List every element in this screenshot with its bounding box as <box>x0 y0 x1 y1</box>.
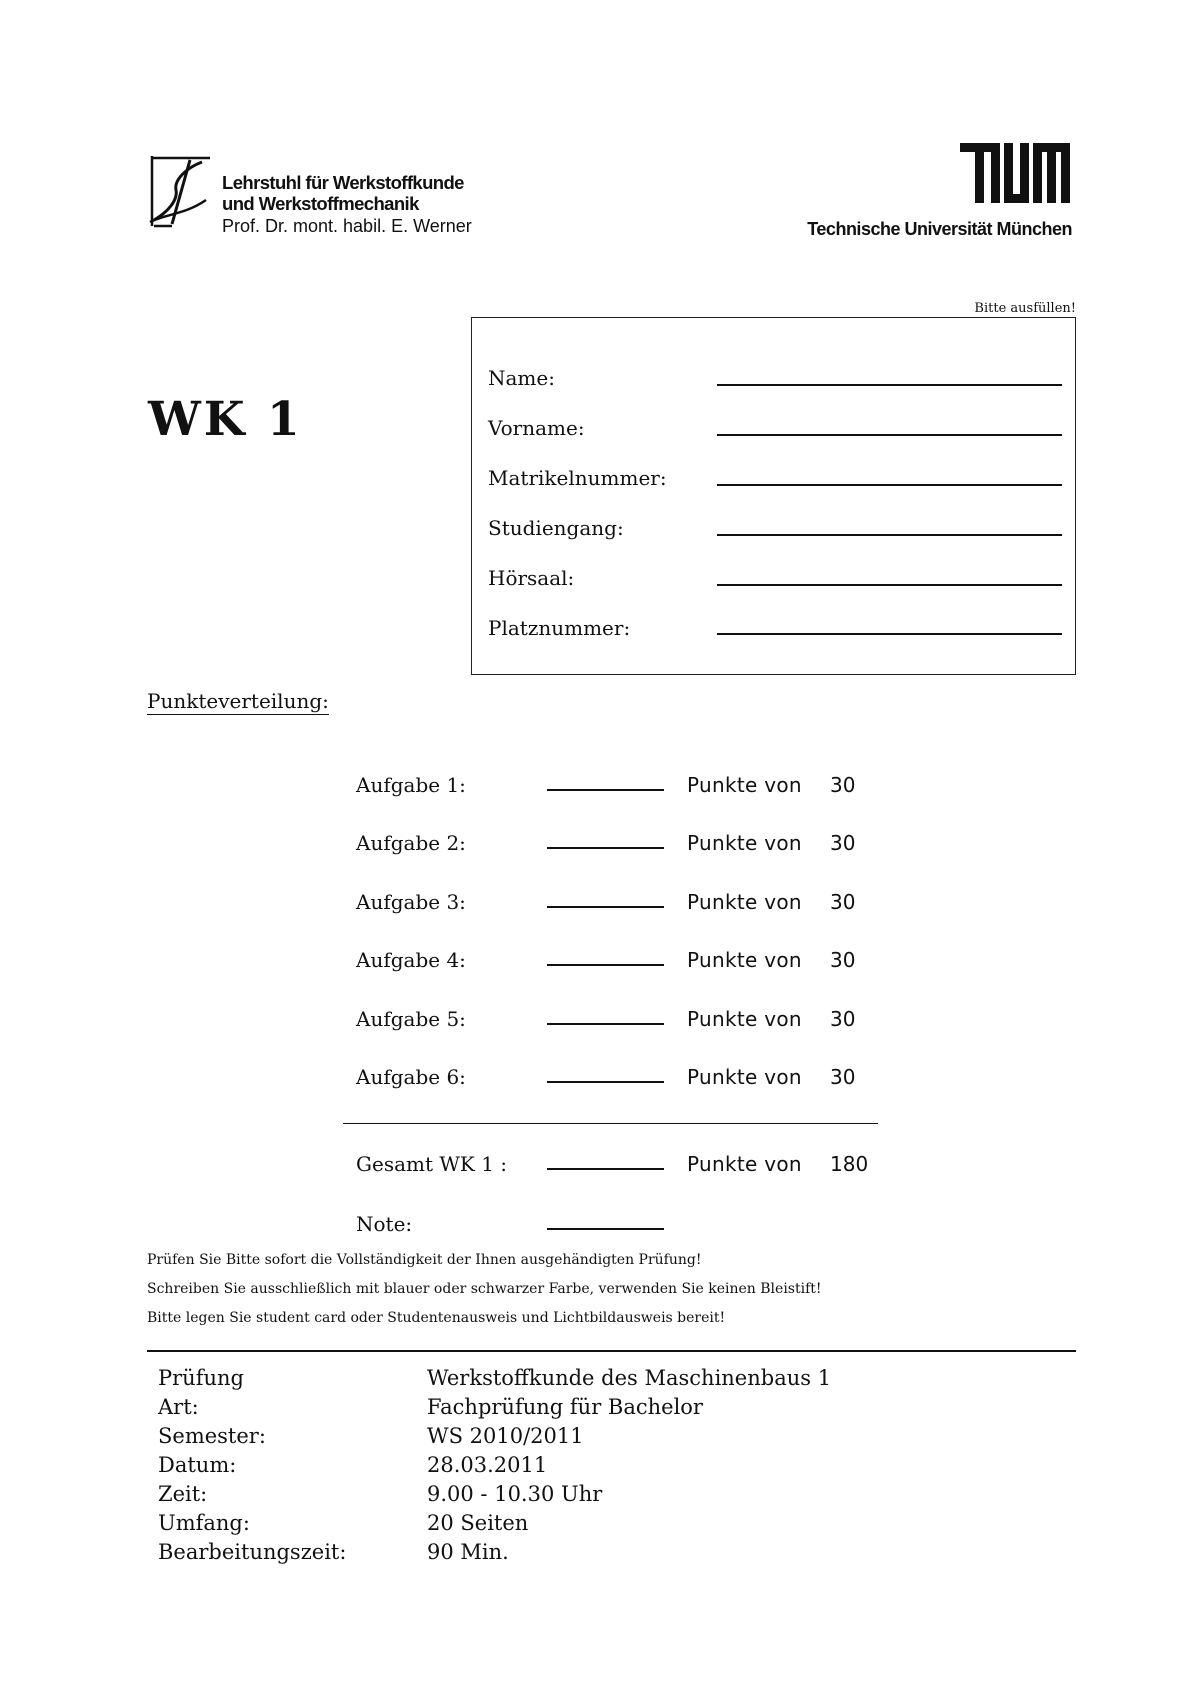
form-label-hoersaal: Hörsaal: <box>488 566 575 590</box>
task-label: Aufgabe 2: <box>356 831 466 855</box>
form-label-studiengang: Studiengang: <box>488 516 624 540</box>
max-points: 30 <box>830 1007 856 1031</box>
fill-in-note: Bitte ausfüllen! <box>974 301 1076 316</box>
task-label: Aufgabe 5: <box>356 1007 466 1031</box>
university-name: Technische Universität München <box>807 219 1072 239</box>
max-points: 30 <box>830 890 856 914</box>
instruction-line: Schreiben Sie ausschließlich mit blauer oder schwarzer Farbe, verwenden Sie keinen Bleistift! <box>147 1281 822 1297</box>
points-of-label: Punkte von <box>687 831 802 855</box>
studiengang-field[interactable] <box>717 534 1062 536</box>
grade-label: Note: <box>356 1212 413 1236</box>
info-key: Datum: <box>158 1453 237 1477</box>
points-of-label: Punkte von <box>687 773 802 797</box>
task-label: Aufgabe 1: <box>356 773 466 797</box>
max-points: 30 <box>830 948 856 972</box>
points-section-title: Punkteverteilung: <box>147 689 329 713</box>
form-label-vorname: Vorname: <box>488 416 585 440</box>
info-value: Fachprüfung für Bachelor <box>427 1395 703 1419</box>
instruction-line: Prüfen Sie Bitte sofort die Vollständigkeit der Ihnen ausgehändigten Prüfung! <box>147 1252 702 1268</box>
info-value: 20 Seiten <box>427 1511 529 1535</box>
chair-professor: Prof. Dr. mont. habil. E. Werner <box>222 216 472 236</box>
task-points-field[interactable] <box>547 906 664 908</box>
points-of-label: Punkte von <box>687 1065 802 1089</box>
platznummer-field[interactable] <box>717 633 1062 635</box>
task-points-field[interactable] <box>547 789 664 791</box>
max-points: 30 <box>830 831 856 855</box>
task-label: Aufgabe 3: <box>356 890 466 914</box>
hoersaal-field[interactable] <box>717 584 1062 586</box>
points-of-label: Punkte von <box>687 1152 802 1176</box>
tum-logo-icon <box>960 143 1070 203</box>
task-points-field[interactable] <box>547 1081 664 1083</box>
grade-field[interactable] <box>547 1228 664 1230</box>
total-label: Gesamt WK 1 : <box>356 1152 508 1176</box>
chair-name-line1: Lehrstuhl für Werkstoffkunde <box>222 172 464 193</box>
task-label: Aufgabe 6: <box>356 1065 466 1089</box>
form-label-platznummer: Platznummer: <box>488 616 631 640</box>
points-of-label: Punkte von <box>687 890 802 914</box>
info-value: 9.00 - 10.30 Uhr <box>427 1482 603 1506</box>
max-points: 30 <box>830 773 856 797</box>
info-key: Art: <box>158 1395 199 1419</box>
name-field[interactable] <box>717 384 1062 386</box>
instruction-line: Bitte legen Sie student card oder Studentenausweis und Lichtbildausweis bereit! <box>147 1310 726 1326</box>
info-value: WS 2010/2011 <box>427 1424 584 1448</box>
info-value: Werkstoffkunde des Maschinenbaus 1 <box>427 1366 832 1390</box>
info-value: 28.03.2011 <box>427 1453 548 1477</box>
total-points-field[interactable] <box>547 1168 664 1170</box>
form-label-name: Name: <box>488 366 555 390</box>
task-label: Aufgabe 4: <box>356 948 466 972</box>
task-points-field[interactable] <box>547 847 664 849</box>
max-points: 30 <box>830 1065 856 1089</box>
points-of-label: Punkte von <box>687 948 802 972</box>
task-points-field[interactable] <box>547 964 664 966</box>
info-key: Prüfung <box>158 1366 244 1390</box>
exam-code-title: WK 1 <box>148 392 303 447</box>
info-divider <box>147 1350 1076 1352</box>
info-value: 90 Min. <box>427 1540 509 1564</box>
matrikelnummer-field[interactable] <box>717 484 1062 486</box>
vorname-field[interactable] <box>717 434 1062 436</box>
max-points-total: 180 <box>830 1152 869 1176</box>
info-key: Semester: <box>158 1424 266 1448</box>
form-label-matrikelnummer: Matrikelnummer: <box>488 466 667 490</box>
chair-name-line2: und Werkstoffmechanik <box>222 193 419 214</box>
chair-logo-icon <box>146 154 212 230</box>
sum-divider <box>343 1123 878 1124</box>
info-key: Zeit: <box>158 1482 208 1506</box>
info-key: Umfang: <box>158 1511 250 1535</box>
task-points-field[interactable] <box>547 1023 664 1025</box>
info-key: Bearbeitungszeit: <box>158 1540 347 1564</box>
points-of-label: Punkte von <box>687 1007 802 1031</box>
